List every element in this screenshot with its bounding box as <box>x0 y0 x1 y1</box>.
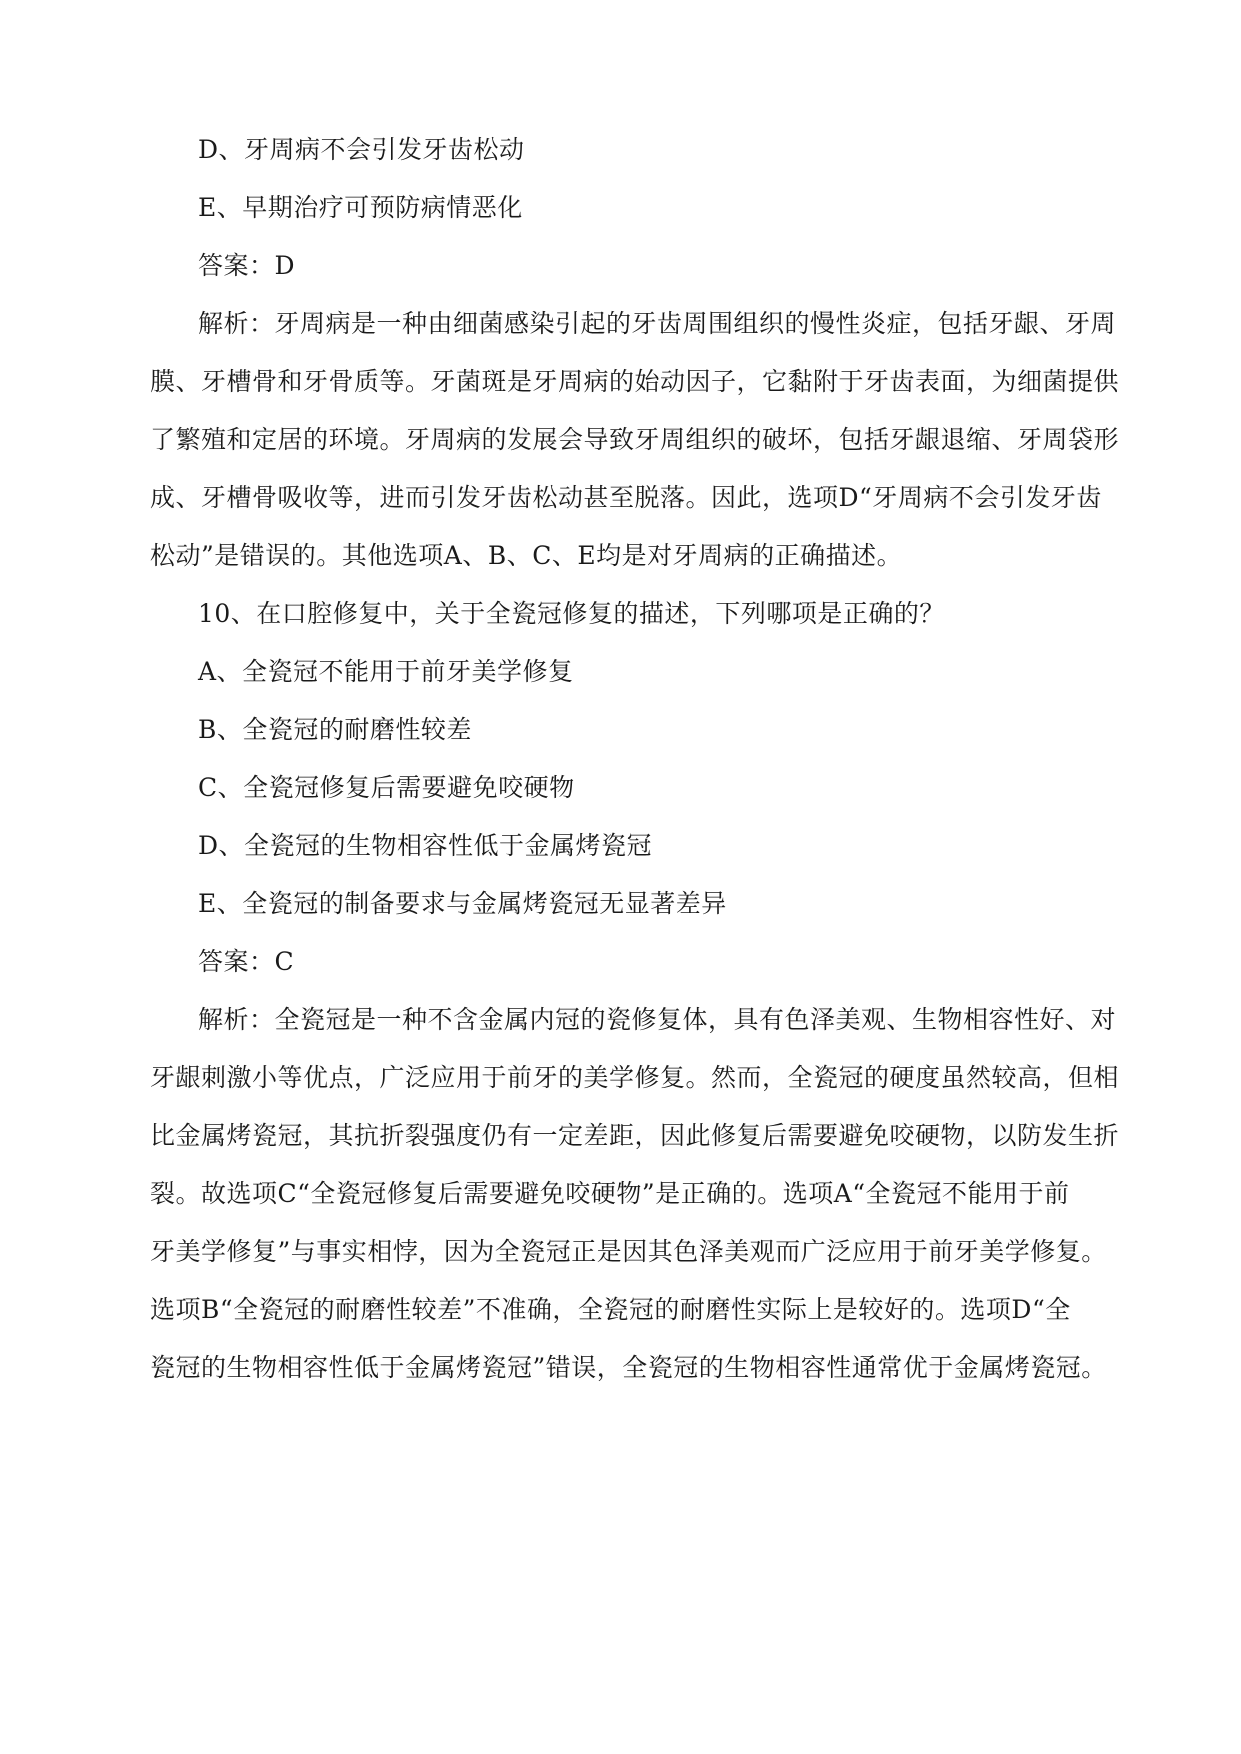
q10-option-a: A、全瓷冠不能用于前牙美学修复 <box>198 657 574 686</box>
q10-analysis-line: 裂。故选项C“全瓷冠修复后需要避免咬硬物”是正确的。选项A“全瓷冠不能用于前 <box>150 1179 1070 1208</box>
q10-analysis-line: 解析：全瓷冠是一种不含金属内冠的瓷修复体，具有色泽美观、生物相容性好、对 <box>198 1005 1117 1034</box>
q10-answer: 答案：C <box>198 947 295 976</box>
q10-option-c: C、全瓷冠修复后需要避免咬硬物 <box>198 773 575 802</box>
q10-option-d: D、全瓷冠的生物相容性低于金属烤瓷冠 <box>198 831 653 860</box>
q9-option-d: D、牙周病不会引发牙齿松动 <box>198 135 525 164</box>
q10-analysis-line: 比金属烤瓷冠，其抗折裂强度仍有一定差距，因此修复后需要避免咬硬物，以防发生折 <box>150 1121 1120 1150</box>
q9-analysis-line: 解析：牙周病是一种由细菌感染引起的牙齿周围组织的慢性炎症，包括牙龈、牙周 <box>198 309 1117 338</box>
q10-analysis-line: 牙美学修复”与事实相悖，因为全瓷冠正是因其色泽美观而广泛应用于前牙美学修复。 <box>150 1237 1107 1266</box>
q10-question: 10、在口腔修复中，关于全瓷冠修复的描述，下列哪项是正确的？ <box>198 599 945 628</box>
q9-analysis-line: 了繁殖和定居的环境。牙周病的发展会导致牙周组织的破坏，包括牙龈退缩、牙周袋形 <box>150 425 1120 454</box>
q10-analysis-line: 牙龈刺激小等优点，广泛应用于前牙的美学修复。然而，全瓷冠的硬度虽然较高，但相 <box>150 1063 1120 1092</box>
q9-answer: 答案：D <box>198 251 296 280</box>
q10-option-b: B、全瓷冠的耐磨性较差 <box>198 715 472 744</box>
q9-option-e: E、早期治疗可预防病情恶化 <box>198 193 523 222</box>
q9-analysis-line: 松动”是错误的。其他选项A、B、C、E均是对牙周病的正确描述。 <box>150 541 903 570</box>
q10-analysis-line: 选项B“全瓷冠的耐磨性较差”不准确，全瓷冠的耐磨性实际上是较好的。选项D“全 <box>150 1295 1071 1324</box>
q10-option-e: E、全瓷冠的制备要求与金属烤瓷冠无显著差异 <box>198 889 727 918</box>
q10-analysis-line: 瓷冠的生物相容性低于金属烤瓷冠”错误，全瓷冠的生物相容性通常优于金属烤瓷冠。 <box>150 1353 1107 1382</box>
q9-analysis-line: 成、牙槽骨吸收等，进而引发牙齿松动甚至脱落。因此，选项D“牙周病不会引发牙齿 <box>150 483 1102 512</box>
q9-analysis-line: 膜、牙槽骨和牙骨质等。牙菌斑是牙周病的始动因子，它黏附于牙齿表面，为细菌提供 <box>150 367 1120 396</box>
